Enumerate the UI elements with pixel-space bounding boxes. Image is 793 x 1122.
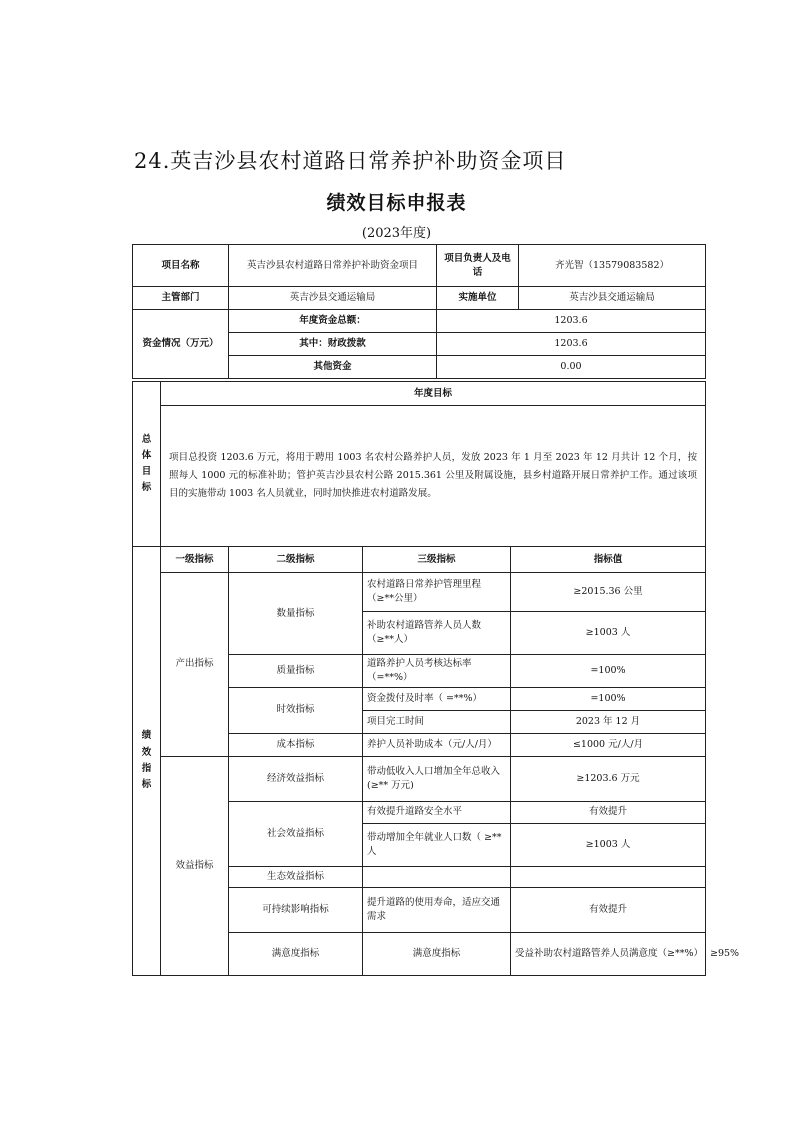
indicator-name: 资金拨付及时率（ =**%） [363, 687, 511, 710]
project-name-value: 英吉沙县农村道路日常养护补助资金项目 [229, 245, 437, 287]
indicator-name: 有效提升道路安全水平 [363, 801, 511, 823]
objective-header: 年度目标 [161, 382, 706, 406]
contact-value: 齐光智（13579083582） [519, 245, 706, 287]
fund-fiscal-value: 1203.6 [437, 333, 706, 356]
fund-total-value: 1203.6 [437, 310, 706, 333]
objective-label: 总体目标 [133, 382, 161, 547]
indicator-name: 补助农村道路管养人员人数（≥**人） [363, 612, 511, 655]
indicator-value: 有效提升 [511, 887, 706, 932]
objective-text: 项目总投资 1203.6 万元，将用于聘用 1003 名农村公路养护人员，发放 2023 年 1 月至 2023 年 12 月共计 12 个月，按照每人 1000 元的标准补助；管护英吉沙县农村公路 2015.361 公里及附属设施，县乡村道路开展日常养护工作。通过该项目的实施带动 1003 名人员就业，同时加快推进农村道路发展。 [161, 406, 706, 547]
level2-economic: 经济效益指标 [229, 756, 363, 801]
document-heading: 24.英吉沙县农村道路日常养护补助资金项目 [134, 149, 567, 173]
header-level2: 二级指标 [229, 547, 363, 573]
level1-benefit: 效益指标 [161, 756, 229, 975]
indicator-value: 2023 年 12 月 [511, 710, 706, 733]
level2-social: 社会效益指标 [229, 801, 363, 866]
fund-other-value: 0.00 [437, 356, 706, 379]
fund-total-label: 年度资金总额： [229, 310, 437, 333]
indicator-name: 项目完工时间 [363, 710, 511, 733]
project-name-label: 项目名称 [133, 245, 229, 287]
indicator-value: =100% [511, 687, 706, 710]
impl-value: 英吉沙县交通运输局 [519, 287, 706, 310]
header-level3: 三级指标 [363, 547, 511, 573]
indicator-name: 道路养护人员考核达标率（=**%） [363, 655, 511, 688]
indicator-value: =100% [511, 655, 706, 688]
level2-satisfaction: 满意度指标 [363, 932, 511, 975]
objective-table [132, 381, 706, 547]
level2-quantity: 数量指标 [229, 573, 363, 655]
indicator-value: 有效提升 [511, 801, 706, 823]
indicator-name: 养护人员补助成本（元/人/月） [363, 733, 511, 756]
indicator-value: ≥1003 人 [511, 612, 706, 655]
indicator-name: 带动增加全年就业人口数（ ≥** 人 [363, 823, 511, 866]
indicator-name: 受益补助农村道路管养人员满意度（≥**%） [511, 932, 706, 975]
indicators-table: 绩效指标 一级指标 二级指标 三级指标 指标值 产出指标 数量指标 农村道路日常养护管理里程（≥**公里） ≥2015.36 公里 补助农村道路管养人员人数（≥**人） ≥1003 人 质量指标 道路养护人员考核达标率（=**%） =100% 时效指标 资金拨付及时率（ =**%） =100% 项目完工时间 2023 年 12 月 成本指标 养护人员补助成本（元/人/月） ≤1000 元/人/月 效益指标 经济效益指标 带动低收入人口增加全年总收入(≥** 万元) ≥1203.6 万元 社会效益指标 有效提升道路安全水平 有效提升 带动增加全年就业人口数（ ≥** 人 ≥1003 人 生态效益指标 可持续影响指标 提升道路的使用寿命，适应交通需求 有效提升 满意度指标 满意度指标 受益补助农村道路管养人员满意度（≥**%） ≥95% [132, 546, 706, 976]
header-level1: 一级指标 [161, 547, 229, 573]
dept-value: 英吉沙县交通运输局 [229, 287, 437, 310]
fund-other-label: 其他资金 [229, 356, 437, 379]
form-year: (2023年度) [361, 226, 432, 241]
indicator-name: 带动低收入人口增加全年总收入(≥** 万元) [363, 756, 511, 801]
indicators-section-label: 绩效指标 [133, 547, 161, 976]
form-title: 绩效目标申报表 [326, 192, 467, 214]
indicator-value [511, 866, 706, 887]
level2-ecological: 生态效益指标 [229, 866, 363, 887]
fund-fiscal-label: 其中：财政拨款 [229, 333, 437, 356]
impl-label: 实施单位 [437, 287, 519, 310]
level2-timeliness: 时效指标 [229, 687, 363, 733]
indicator-value: ≥1003 人 [511, 823, 706, 866]
dept-label: 主管部门 [133, 287, 229, 310]
project-info-table [132, 244, 706, 379]
indicator-value: ≥2015.36 公里 [511, 573, 706, 612]
level1-output: 产出指标 [161, 573, 229, 757]
contact-label: 项目负责人及电话 [437, 245, 519, 287]
indicator-name [363, 866, 511, 887]
level2-cost: 成本指标 [229, 733, 363, 756]
header-value: 指标值 [511, 547, 706, 573]
indicator-name: 农村道路日常养护管理里程（≥**公里） [363, 573, 511, 612]
fund-label: 资金情况（万元） [133, 310, 229, 379]
level2-quality: 质量指标 [229, 655, 363, 688]
level1-satisfaction: 满意度指标 [229, 932, 363, 975]
indicator-value: ≥1203.6 万元 [511, 756, 706, 801]
level2-sustainable: 可持续影响指标 [229, 887, 363, 932]
indicator-value: ≤1000 元/人/月 [511, 733, 706, 756]
indicator-name: 提升道路的使用寿命，适应交通需求 [363, 887, 511, 932]
